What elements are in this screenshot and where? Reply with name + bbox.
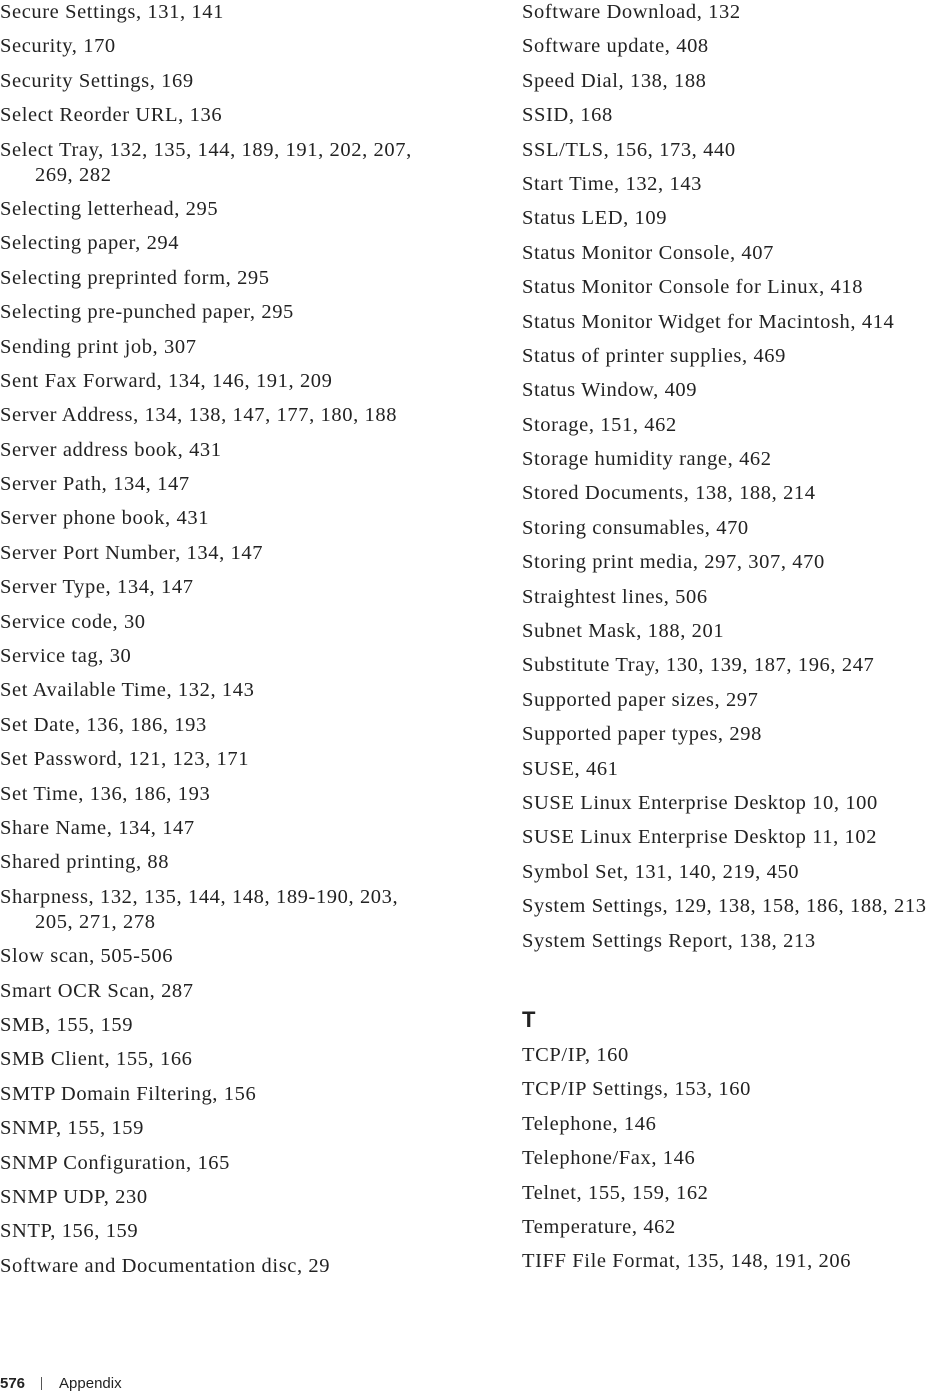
index-entry: Server phone book, 431	[0, 507, 210, 530]
index-entry: Stored Documents, 138, 188, 214	[522, 482, 816, 505]
index-entry: SSL/TLS, 156, 173, 440	[522, 138, 736, 161]
index-entry: Status Monitor Console for Linux, 418	[522, 276, 864, 299]
index-entry: Set Date, 136, 186, 193	[0, 713, 207, 736]
index-entry: Software Download, 132	[522, 1, 741, 23]
index-entry: Slow scan, 505-506	[0, 945, 174, 968]
index-entry: Selecting pre-punched paper, 295	[0, 301, 294, 324]
index-entry: Software update, 408	[522, 35, 709, 58]
index-entry: Selecting paper, 294	[0, 232, 180, 255]
index-column-left	[0, 0, 470, 1288]
index-entry: Sent Fax Forward, 134, 146, 191, 209	[0, 369, 333, 392]
index-entry: Smart OCR Scan, 287	[0, 979, 194, 1002]
index-entry: TIFF File Format, 135, 148, 191, 206	[522, 1250, 852, 1273]
index-entry: Server Type, 134, 147	[0, 576, 194, 599]
index-entry: Security Settings, 169	[0, 69, 194, 92]
index-entry: Software and Documentation disc, 29	[0, 1254, 331, 1277]
index-entry: Set Available Time, 132, 143	[0, 679, 255, 702]
index-entry: Share Name, 134, 147	[0, 816, 195, 839]
index-entry: Storing consumables, 470	[522, 516, 749, 539]
index-entry: Supported paper types, 298	[522, 723, 762, 746]
index-entry: System Settings, 129, 138, 158, 186, 188, 213	[522, 895, 927, 918]
index-entry: Straightest lines, 506	[522, 585, 708, 608]
page-number: 576	[0, 1375, 26, 1392]
index-entry: SUSE Linux Enterprise Desktop 11, 102	[522, 826, 878, 849]
index-entry: Set Password, 121, 123, 171	[0, 748, 250, 771]
index-entry: Telnet, 155, 159, 162	[522, 1181, 709, 1204]
index-entry: TCP/IP Settings, 153, 160	[522, 1078, 751, 1101]
index-entry: Storage, 151, 462	[522, 413, 677, 436]
index-entry: Shared printing, 88	[0, 851, 170, 874]
index-entry: SNMP UDP, 230	[0, 1185, 148, 1208]
index-entry: Start Time, 132, 143	[522, 172, 703, 195]
index-entry: SNTP, 156, 159	[0, 1220, 139, 1243]
index-entry: Service code, 30	[0, 610, 146, 633]
index-entry: Server Port Number, 134, 147	[0, 541, 264, 564]
index-entry: Temperature, 462	[522, 1215, 676, 1238]
index-entry: Telephone, 146	[522, 1112, 657, 1135]
index-column-right-t	[522, 1043, 942, 1284]
index-entry: TCP/IP, 160	[522, 1044, 629, 1066]
index-entry: Sending print job, 307	[0, 335, 197, 358]
page-footer	[0, 1375, 122, 1392]
index-entry: Server address book, 431	[0, 438, 222, 461]
index-entry: SUSE Linux Enterprise Desktop 10, 100	[522, 791, 878, 814]
index-entry: Server Address, 134, 138, 147, 177, 180, 188	[0, 404, 398, 427]
index-entry: SSID, 168	[522, 104, 613, 127]
index-entry: Status Window, 409	[522, 379, 698, 402]
index-entry: Subnet Mask, 188, 201	[522, 620, 725, 643]
index-entry: Status LED, 109	[522, 207, 668, 230]
footer-section-label: Appendix	[59, 1375, 122, 1392]
index-entry: System Settings Report, 138, 213	[522, 929, 816, 952]
index-entry: Storing print media, 297, 307, 470	[522, 551, 825, 574]
index-letter-heading: T	[522, 1007, 536, 1032]
index-entry: Secure Settings, 131, 141	[0, 1, 224, 23]
index-entry: Storage humidity range, 462	[522, 448, 772, 471]
index-entry: Selecting preprinted form, 295	[0, 266, 270, 289]
index-entry: Security, 170	[0, 35, 116, 58]
index-entry: SMB Client, 155, 166	[0, 1048, 193, 1071]
index-entry: Sharpness, 132, 135, 144, 148, 189-190, 203, 205, 271, 278	[0, 885, 399, 933]
index-entry: SMB, 155, 159	[0, 1013, 134, 1036]
index-entry: Status Monitor Console, 407	[522, 241, 774, 264]
index-entry: Status of printer supplies, 469	[522, 344, 787, 367]
index-entry: Symbol Set, 131, 140, 219, 450	[522, 860, 800, 883]
index-entry: Service tag, 30	[0, 645, 132, 668]
index-entry: Select Reorder URL, 136	[0, 104, 223, 127]
index-entry: Supported paper sizes, 297	[522, 688, 759, 711]
index-entry: SNMP, 155, 159	[0, 1117, 144, 1140]
index-entry: Select Tray, 132, 135, 144, 189, 191, 202, 207, 269, 282	[0, 138, 412, 186]
index-entry: SNMP Configuration, 165	[0, 1151, 231, 1174]
index-entry: Speed Dial, 138, 188	[522, 69, 707, 92]
index-entry: Set Time, 136, 186, 193	[0, 782, 211, 805]
index-entry: SMTP Domain Filtering, 156	[0, 1082, 257, 1105]
index-column-right	[522, 0, 942, 963]
footer-divider	[41, 1377, 42, 1390]
index-entry: Telephone/Fax, 146	[522, 1147, 696, 1170]
index-entry: Status Monitor Widget for Macintosh, 414	[522, 310, 895, 333]
index-entry: SUSE, 461	[522, 757, 619, 780]
index-entry: Selecting letterhead, 295	[0, 197, 219, 220]
index-entry: Substitute Tray, 130, 139, 187, 196, 247	[522, 654, 875, 677]
index-entry: Server Path, 134, 147	[0, 473, 190, 496]
